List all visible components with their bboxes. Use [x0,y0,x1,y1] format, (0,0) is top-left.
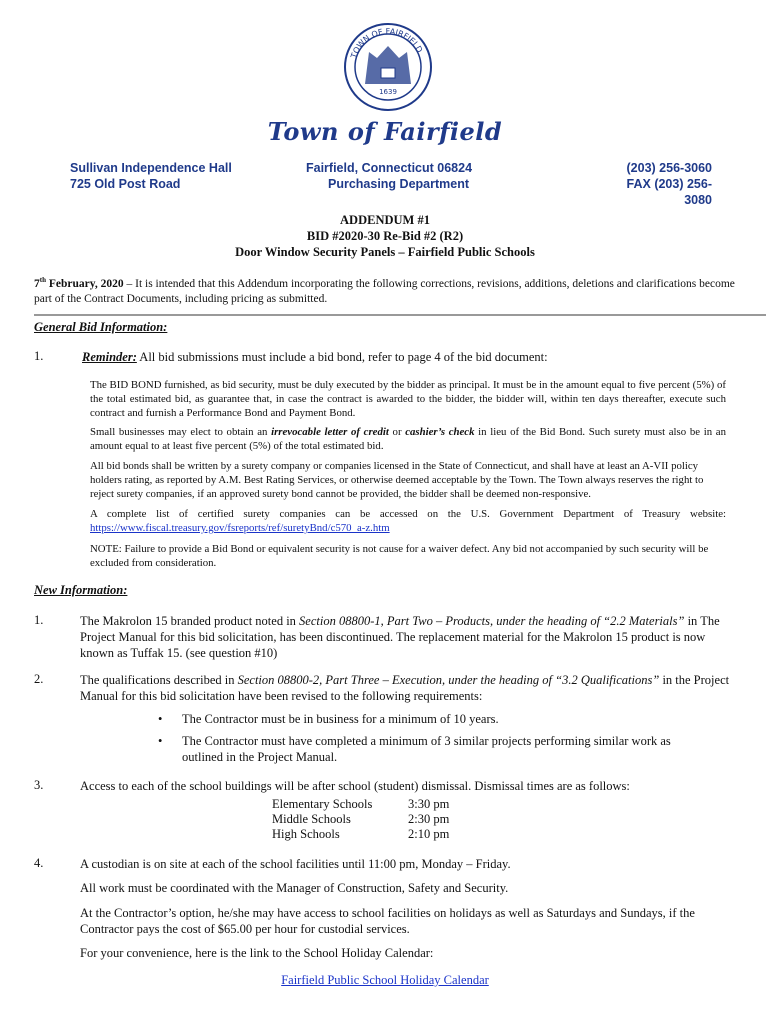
phone-block [612,160,712,208]
table-row: Elementary Schools 3:30 pm [272,797,450,811]
small-business-paragraph: Small businesses may elect to obtain an irrevocable letter of credit or cashier’s check in lieu of the Bid Bond. Such surety must also be in an amount equal to at least five percent (5%) of the total estimated bid. [90,426,726,452]
general-item-number: 1. [34,349,44,363]
new-info-heading: New Information: [34,583,128,597]
note-paragraph: NOTE: Failure to provide a Bid Bond or equivalent security is not cause for a waiver defect. Any bid not accompanied by such security will be excluded from consideration. [90,543,709,569]
bullet-icon: • [158,712,163,726]
new-item-4-number: 4. [34,856,44,870]
table-row: Middle Schools 2:30 pm [272,812,450,826]
treasury-link-wrap [90,521,390,535]
general-info-heading: General Bid Information: [34,320,168,334]
new-item-1-text: The Makrolon 15 branded product noted in Section 08800-1, Part Two – Products, under the heading of “2.2 Materials” in The Project Manual for this bid solicitation, has been discontinued. The replacement material for the Makrolon 15 product is now known as Tuffak 15. (see question #10) [80,614,720,660]
divider [34,314,766,316]
coordination-paragraph: All work must be coordinated with the Manager of Construction, Safety and Security. [80,881,509,895]
holiday-calendar-link[interactable]: Fairfield Public School Holiday Calendar [281,973,489,987]
street-address: 725 Old Post Road [70,177,181,191]
dismissal-table [272,797,449,842]
qualification-bullet-1: The Contractor must be in business for a minimum of 10 years. [182,712,499,726]
calendar-link-wrap [0,972,770,988]
intro-text: – It is intended that this Addendum incorporating the following corrections, revisions, additions, deletions and clarifications become part of the Contract Documents, including pricing as submitted. [34,277,735,305]
svg-text:TOWN OF FAIRFIELD: TOWN OF FAIRFIELD [349,26,425,60]
svg-text:1639: 1639 [379,88,397,96]
intro-date: 7th February, 2020 [34,276,124,290]
table-row: High Schools 2:10 pm [272,827,450,841]
qualification-bullet-2: The Contractor must have completed a minimum of 3 similar projects performing similar work as outlined in the Project Manual. [182,734,671,764]
surety-paragraph: All bid bonds shall be written by a surety company or companies licensed in the State of Connecticut, and shall have at least an A-VII policy holders rating, as reported by A.M. Best Rating Services, or otherwise deemed acceptable by the Town. The Town always reserves the right to reject surety companies, if an approved surety bond cannot be provided, the bidder shall be deemed non-responsive. [90,460,704,500]
new-item-2-number: 2. [34,672,44,686]
new-item-3-text: Access to each of the school buildings will be after school (student) dismissal. Dismissal times are as follows: [80,779,630,793]
bid-bond-paragraph: The BID BOND furnished, as bid security, must be duly executed by the bidder as principal. It must be in the amount equal to five percent (5%) of the total estimated bid, as guarantee that, in case the contract is awarded to the bidder, the bidder will, within ten days thereafter, execute such contract and furnish a Performance Bond and Payment Bond. [90,379,726,419]
bid-title: Door Window Security Panels – Fairfield Public Schools [235,245,535,259]
bid-number: BID #2020-30 Re-Bid #2 (R2) [306,229,464,243]
addendum-number: ADDENDUM #1 [340,213,430,227]
intro-paragraph [34,273,754,307]
new-item-3-number: 3. [34,778,44,792]
general-item-reminder: Reminder: All bid submissions must include a bid bond, refer to page 4 of the bid document: [82,350,548,364]
building-name: Sullivan Independence Hall [70,161,232,175]
addendum-heading [0,212,770,260]
calendar-intro-paragraph: For your convenience, here is the link to the School Holiday Calendar: [80,946,434,960]
holiday-access-paragraph: At the Contractor’s option, he/she may have access to school facilities on holidays as well as Saturdays and Sundays, if the Contractor pays the cost of $65.00 per hour for custodial services. [80,906,695,936]
city-block [306,160,472,192]
address-block [70,160,232,192]
town-seal-logo [343,22,433,112]
town-name-title: Town of Fairfield [267,117,503,146]
bullet-icon: • [158,734,163,748]
new-item-2-text: The qualifications described in Section 08800-2, Part Three – Execution, under the heading of “3.2 Qualifications” in the Project Manual for this bid solicitation have been revised to the following requirements: [80,673,730,703]
department-name: Purchasing Department [328,177,470,191]
treasury-link[interactable]: https://www.fiscal.treasury.gov/fsreports/ref/suretyBnd/c570_a-z.htm [90,522,390,534]
treasury-paragraph: A complete list of certified surety companies can be accessed on the U.S. Government Department of Treasury website: [90,508,726,520]
custodian-paragraph: A custodian is on site at each of the school facilities until 11:00 pm, Monday – Friday. [80,857,511,871]
phone-number: (203) 256-3060 [626,161,712,175]
new-item-1-number: 1. [34,613,44,627]
fax-number: FAX (203) 256-3080 [626,177,712,207]
city-state-zip: Fairfield, Connecticut 06824 [306,161,473,175]
